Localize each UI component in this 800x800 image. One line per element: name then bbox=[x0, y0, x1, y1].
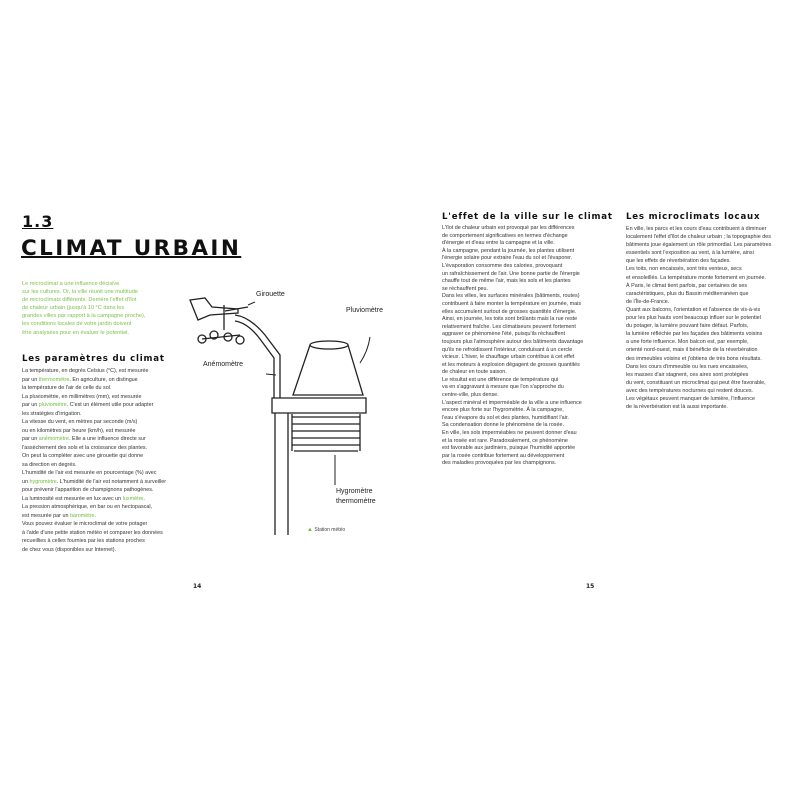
text-segment: orienté nord-ouest, mais il bénéficie de la réverbération bbox=[626, 347, 758, 354]
text-line bbox=[442, 362, 583, 370]
text-segment: des maladies provoquées par les champignons. bbox=[442, 460, 557, 467]
text-segment: les masses d'air stagnent, ces aires sont protégées bbox=[626, 371, 749, 378]
text-segment: de l'Île-de-France. bbox=[626, 298, 670, 305]
params-heading: Les paramètres du climat bbox=[22, 354, 165, 364]
text-segment: un rafraîchissement de l'air. Une bonne partie de l'énergie bbox=[442, 270, 580, 277]
text-line bbox=[22, 367, 166, 376]
intro-line: grandes villes par rapport à la campagne proche), bbox=[22, 313, 146, 320]
section-number: 1.3 bbox=[22, 212, 54, 231]
text-line bbox=[442, 392, 583, 400]
text-line bbox=[442, 309, 583, 317]
text-segment: la lumière réfléchie par les façades des bâtiments voisins bbox=[626, 331, 763, 338]
text-line bbox=[442, 324, 583, 332]
page-number-right: 15 bbox=[586, 583, 595, 590]
text-line bbox=[22, 427, 166, 436]
text-line bbox=[626, 395, 771, 403]
text-segment: Sa condensation donne le phénomène de la rosée. bbox=[442, 422, 564, 429]
intro-line: de microclimats différents. Derrière l'effet d'îlot bbox=[22, 297, 137, 304]
text-segment: de chaleur en toute saison. bbox=[442, 369, 507, 376]
text-line bbox=[442, 286, 583, 294]
microclimates-heading: Les microclimats locaux bbox=[626, 212, 761, 222]
text-segment: Les toits, non encaissés, sont très venteux, secs bbox=[626, 266, 742, 273]
text-segment: L'humidité de l'air est mesurée en pourcentage (%) avec bbox=[22, 470, 157, 476]
text-segment: du potager, la lumière pouvant faire défaut. Parfois, bbox=[626, 323, 749, 330]
text-segment: Ainsi, en journée, les toits sont brûlants mais la rue reste bbox=[442, 316, 578, 323]
text-line bbox=[442, 377, 583, 385]
page-title: CLIMAT URBAIN bbox=[21, 236, 242, 261]
text-line bbox=[626, 282, 771, 290]
text-segment: Les végétaux peuvent manquer de lumière, l'influence bbox=[626, 395, 755, 402]
text-line bbox=[626, 290, 771, 298]
text-segment: . Elle a une influence directe sur bbox=[69, 436, 146, 442]
text-segment: En ville, les sols imperméables ne peuvent donner d'eau bbox=[442, 430, 577, 437]
text-line bbox=[22, 384, 166, 393]
text-segment: par un bbox=[22, 376, 39, 383]
text-line bbox=[442, 430, 583, 438]
text-line bbox=[626, 241, 771, 249]
text-segment: L'aspect minéral et imperméable de la ville a une influence bbox=[442, 399, 582, 406]
text-segment: pour les plus hauts vont beaucoup influer sur le potentiel bbox=[626, 315, 761, 322]
text-line bbox=[626, 314, 771, 322]
text-line bbox=[442, 460, 583, 468]
text-segment: Quant aux balcons, l'orientation et l'absence de vis-à-vis bbox=[626, 306, 761, 313]
text-segment: est mesurée par un bbox=[22, 512, 70, 519]
text-segment: Vous pouvez évaluer le microclimat de votre potager bbox=[22, 521, 148, 527]
text-line bbox=[626, 306, 771, 314]
label-anemometre: Anémomètre bbox=[203, 361, 244, 368]
text-segment: l'énergie solaire pour extraire l'eau du sol et l'évaporer. bbox=[442, 255, 573, 262]
text-line bbox=[626, 225, 771, 233]
intro-line: sur les cultures. Or, la ville réunit une multitude bbox=[22, 289, 138, 296]
text-line bbox=[442, 271, 583, 279]
text-segment: . C'est un élément utile pour adapter bbox=[66, 402, 154, 408]
text-line bbox=[22, 478, 166, 487]
label-pluviometre: Pluviomètre bbox=[346, 307, 383, 314]
text-line bbox=[22, 503, 166, 512]
city-effect-heading: L'effet de la ville sur le climat bbox=[442, 212, 613, 222]
text-line bbox=[22, 418, 166, 427]
label-hygrometre: Hygromètre bbox=[336, 488, 373, 495]
text-segment: toujours plus l'atmosphère autour des bâtiments davantage bbox=[442, 338, 584, 345]
text-segment: sa direction en degrés. bbox=[22, 461, 77, 468]
text-segment: a une forte influence. Mon balcon est, par exemple, bbox=[626, 339, 749, 346]
text-line bbox=[626, 371, 771, 379]
text-line bbox=[442, 369, 583, 377]
text-segment: par un bbox=[22, 402, 39, 408]
text-line bbox=[442, 248, 583, 256]
text-line bbox=[442, 347, 583, 355]
text-line bbox=[442, 293, 583, 301]
text-line bbox=[442, 445, 583, 453]
intro-line: de chaleur urbain (jusqu'à 10 °C dans les bbox=[22, 305, 125, 312]
text-line bbox=[22, 546, 166, 555]
keyword: baromètre bbox=[69, 512, 95, 519]
text-segment: centre-ville, plus dense. bbox=[442, 392, 499, 399]
text-segment: se réchauffent peu. bbox=[442, 285, 489, 292]
intro-line: Le microclimat a une influence décisive bbox=[22, 281, 120, 287]
text-line bbox=[626, 233, 771, 241]
text-segment: essentiels sont l'exposition au vent, à la lumière, ainsi bbox=[626, 250, 754, 257]
text-segment: L'évaporation consomme des calories, provoquant bbox=[442, 262, 563, 269]
text-segment: à l'aide d'une petite station météo et comparer les données bbox=[22, 529, 163, 536]
weather-station-illustration bbox=[180, 285, 420, 545]
text-segment: . L'humidité de l'air est notamment à surveiller bbox=[56, 478, 167, 485]
text-line bbox=[442, 255, 583, 263]
text-segment: recueillies à celles fournies par les stations proches bbox=[22, 538, 145, 544]
text-line bbox=[442, 415, 583, 423]
text-line bbox=[22, 520, 166, 529]
text-line bbox=[442, 263, 583, 271]
text-line bbox=[22, 452, 166, 461]
text-segment: En ville, les parcs et les cours d'eau contribuent à diminuer bbox=[626, 226, 767, 232]
text-segment: aggraver ce phénomène l'été, puisqu'ils réchauffent bbox=[442, 331, 566, 338]
text-segment: que les effets de réverbération des façades. bbox=[626, 258, 731, 265]
text-line bbox=[22, 376, 166, 385]
text-line bbox=[442, 316, 583, 324]
text-line bbox=[626, 322, 771, 330]
text-segment: elles accumulent surtout de grosses quantités d'énergie. bbox=[442, 308, 577, 315]
text-segment: et la rosée est rare. Paradoxalement, ce phénomène bbox=[442, 437, 568, 444]
text-segment: un bbox=[22, 478, 30, 485]
text-line bbox=[22, 486, 166, 495]
illustration-caption bbox=[307, 527, 345, 533]
text-line bbox=[626, 249, 771, 257]
text-segment: et ensoleillés. La température monte fortement en journée. bbox=[626, 274, 766, 281]
params-text bbox=[22, 367, 166, 554]
text-segment: la température de l'air de celle du sol. bbox=[22, 385, 112, 391]
text-segment: et les moteurs à explosion dégagent de grosses quantités bbox=[442, 361, 580, 368]
text-line bbox=[22, 393, 166, 402]
text-line bbox=[22, 444, 166, 453]
keyword: luxmètre bbox=[122, 495, 144, 502]
keyword: hygromètre bbox=[29, 478, 57, 485]
text-line bbox=[442, 339, 583, 347]
text-segment: l'eau s'évapore du sol et des plantes, humidifiant l'air. bbox=[442, 414, 569, 421]
label-thermometre: thermomètre bbox=[336, 498, 376, 505]
text-line bbox=[626, 387, 771, 395]
text-line bbox=[22, 461, 166, 470]
triangle-icon: ▲ bbox=[307, 527, 313, 533]
text-segment: de comportement significatives en termes d'échange bbox=[442, 232, 568, 239]
text-segment: On peut la compléter avec une girouette qui donne bbox=[22, 453, 144, 459]
text-segment: pour prévenir l'apparition de champignons pathogènes. bbox=[22, 487, 154, 493]
text-line bbox=[626, 257, 771, 265]
text-segment: des immeubles voisins et j'obtiens de très bons résultats. bbox=[626, 355, 762, 362]
text-segment: caractéristiques, plus du Bassin méditerranéen que bbox=[626, 290, 749, 297]
microclimates-text bbox=[626, 225, 771, 411]
text-line bbox=[442, 225, 583, 233]
intro-line: les conditions locales de votre jardin doivent bbox=[22, 321, 132, 328]
intro-paragraph bbox=[22, 280, 202, 337]
text-line bbox=[442, 278, 583, 286]
text-segment: par la rosée contribue fortement au développement bbox=[442, 452, 565, 459]
text-segment: . bbox=[143, 495, 145, 502]
text-segment: d'énergie et d'eau entre la campagne et la ville. bbox=[442, 240, 555, 247]
text-segment: encore plus forte sur l'hygrométrie. À la campagne, bbox=[442, 407, 564, 414]
text-line bbox=[626, 265, 771, 273]
text-segment: l'assèchement des sols et la croissance des plantes. bbox=[22, 444, 148, 451]
text-segment: vicieux. L'hiver, le chauffage urbain contribue à cet effet bbox=[442, 354, 575, 361]
text-line bbox=[442, 384, 583, 392]
page-number-left: 14 bbox=[193, 583, 202, 590]
text-line bbox=[442, 233, 583, 241]
text-segment: est favorable aux jardiniers, puisque l'humidité apportée bbox=[442, 445, 576, 452]
text-segment: qu'ils ne refroidissent l'intérieur, conduisant à un cercle bbox=[442, 346, 573, 353]
text-segment: Le résultat est une différence de température qui bbox=[442, 376, 559, 383]
text-line bbox=[442, 453, 583, 461]
text-line bbox=[442, 354, 583, 362]
text-line bbox=[626, 363, 771, 371]
text-segment: Dans les villes, les surfaces minérales (bâtiments, routes) bbox=[442, 293, 580, 300]
label-girouette: Girouette bbox=[256, 291, 285, 298]
text-line bbox=[22, 512, 166, 521]
text-line bbox=[626, 274, 771, 282]
intro-line: être analysées pour en évaluer le potentiel. bbox=[22, 329, 129, 336]
text-line bbox=[626, 355, 771, 363]
text-line bbox=[626, 403, 771, 411]
text-segment: La température, en degrés Celsius (°C), est mesurée bbox=[22, 368, 149, 374]
text-segment: les stratégies d'irrigation. bbox=[22, 410, 82, 417]
text-line bbox=[442, 422, 583, 430]
text-line bbox=[22, 469, 166, 478]
text-segment: par un bbox=[22, 436, 39, 442]
text-segment: va en s'aggravant à mesure que l'on s'approche du bbox=[442, 384, 564, 391]
text-segment: . bbox=[94, 512, 97, 519]
keyword: pluviomètre bbox=[38, 402, 67, 408]
text-segment: du vent, constituant un microclimat qui peut être favorable, bbox=[626, 379, 766, 386]
text-segment: ou en kilomètres par heure (km/h), est mesurée bbox=[22, 427, 136, 434]
text-segment: La pression atmosphérique, en bar ou en hectopascal, bbox=[22, 504, 153, 510]
keyword: anémomètre bbox=[38, 436, 70, 442]
text-line bbox=[22, 401, 166, 410]
text-segment: À Paris, le climat tient parfois, par certaines de ses bbox=[626, 282, 748, 289]
text-line bbox=[442, 407, 583, 415]
text-segment: La vitesse du vent, en mètres par seconde (m/s) bbox=[22, 419, 138, 425]
text-segment: contribuent à faire monter la température en journée, mais bbox=[442, 300, 582, 307]
text-line bbox=[22, 435, 166, 444]
text-segment: Dans les cours d'immeuble ou les rues encaissées, bbox=[626, 363, 749, 370]
keyword: thermomètre bbox=[38, 376, 70, 383]
text-line bbox=[626, 379, 771, 387]
text-line bbox=[442, 331, 583, 339]
text-segment: À la campagne, pendant la journée, les plantes utilisent bbox=[442, 247, 575, 254]
text-segment: localement l'effet d'îlot de chaleur urbain ; la topographie des bbox=[626, 234, 771, 241]
text-segment: La luminosité est mesurée en lux avec un bbox=[22, 495, 123, 502]
text-segment: La pluviométrie, en millimètres (mm), est mesurée bbox=[22, 393, 142, 400]
text-segment: de chez vous (disponibles sur Internet). bbox=[22, 546, 117, 553]
text-line bbox=[626, 298, 771, 306]
text-line bbox=[626, 346, 771, 354]
caption-text: Station météo bbox=[314, 527, 346, 533]
text-line bbox=[442, 240, 583, 248]
text-segment: L'îlot de chaleur urbain est provoqué par les différences bbox=[442, 225, 575, 231]
text-segment: avec des températures nocturnes qui restent douces. bbox=[626, 387, 754, 394]
text-segment: . En agriculture, on distingue bbox=[69, 376, 138, 383]
text-segment: relativement fraîche. Les climatiseurs peuvent fortement bbox=[442, 323, 576, 330]
text-line bbox=[22, 410, 166, 419]
text-line bbox=[22, 495, 166, 504]
text-line bbox=[626, 338, 771, 346]
text-line bbox=[442, 301, 583, 309]
text-segment: chauffe tout de même l'air, mais les sols et les plantes bbox=[442, 278, 571, 285]
city-effect-text bbox=[442, 225, 583, 468]
text-line bbox=[22, 537, 166, 546]
text-segment: bâtiments joue également un rôle primordial. Les paramètres bbox=[626, 242, 772, 249]
text-line bbox=[22, 529, 166, 538]
text-line bbox=[626, 330, 771, 338]
text-line bbox=[442, 438, 583, 446]
text-segment: de la réverbération est là aussi importante. bbox=[626, 404, 728, 411]
